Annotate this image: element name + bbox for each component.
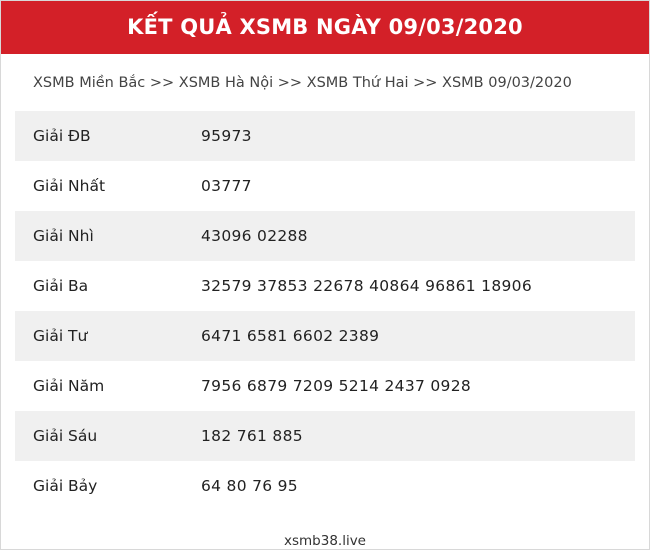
table-row xyxy=(15,111,635,161)
prize-label: Giải Sáu xyxy=(33,427,98,445)
prize-numbers: 6471 6581 6602 2389 xyxy=(201,327,380,345)
prize-label: Giải ĐB xyxy=(33,127,91,145)
prize-numbers: 32579 37853 22678 40864 96861 18906 xyxy=(201,277,532,295)
results-table xyxy=(15,111,635,511)
table-row xyxy=(15,261,635,311)
prize-numbers: 7956 6879 7209 5214 2437 0928 xyxy=(201,377,472,395)
prize-numbers: 182 761 885 xyxy=(201,427,303,445)
page-title: KẾT QUẢ XSMB NGÀY 09/03/2020 xyxy=(1,1,649,54)
prize-numbers: 43096 02288 xyxy=(201,227,308,245)
prize-label: Giải Tư xyxy=(33,327,88,345)
prize-label: Giải Ba xyxy=(33,277,89,295)
prize-numbers: 95973 xyxy=(201,127,252,145)
site-footer: xsmb38.live xyxy=(283,533,366,549)
prize-label: Giải Nhất xyxy=(33,177,106,195)
prize-label: Giải Bảy xyxy=(33,477,98,495)
table-row xyxy=(15,161,635,211)
prize-label: Giải Nhì xyxy=(33,227,94,245)
table-row xyxy=(15,211,635,261)
table-row xyxy=(15,361,635,411)
prize-numbers: 64 80 76 95 xyxy=(201,477,298,495)
prize-numbers: 03777 xyxy=(201,177,252,195)
prize-label: Giải Năm xyxy=(33,377,105,395)
breadcrumb: XSMB Miền Bắc >> XSMB Hà Nội >> XSMB Thứ Hai >> XSMB 09/03/2020 xyxy=(33,75,572,91)
table-row xyxy=(15,311,635,361)
table-row xyxy=(15,461,635,511)
table-row xyxy=(15,411,635,461)
